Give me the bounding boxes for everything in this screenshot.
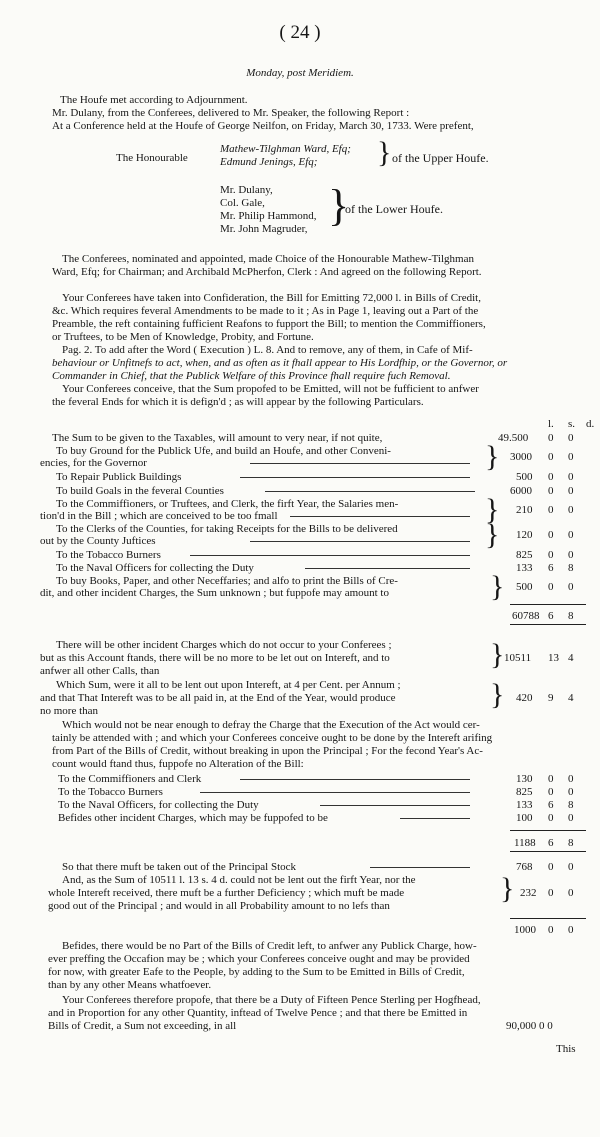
item-text: To Repair Publick Buildings	[56, 471, 182, 483]
item-shillings: 0	[548, 504, 554, 516]
sum-rule	[510, 851, 586, 852]
conferees-line: The Conferees, nominated and appointed, made Choice of the Honourable Mathew-Tilghman	[62, 253, 474, 265]
para6-line: whole Intereft received, there muft be a further Deficiency ; which muft be made	[48, 887, 405, 899]
report-line: Your Conferees conceive, that the Sum propofed to be Emitted, will not be fufficient to anfwer	[62, 383, 479, 395]
item-shillings: 0	[548, 485, 554, 497]
para7-line: ever preffing the Occafion may be ; which your Conferees conceive ought and may be provided	[48, 953, 470, 965]
item2-pence: 0	[568, 812, 574, 824]
total-pence: 8	[568, 610, 574, 622]
item-pounds: 133	[516, 562, 533, 574]
para6-pence: 0	[568, 887, 574, 899]
para5-pounds: 768	[516, 861, 533, 873]
upper-member: Mathew-Tilghman Ward, Efq;	[220, 143, 351, 155]
para5-shillings: 0	[548, 861, 554, 873]
report-line: &c. Which requires feveral Amendments to be made to it ; As in Page 1, leaving out a Part of the	[52, 305, 479, 317]
item-pounds: 500	[516, 471, 533, 483]
leader-rule	[250, 541, 470, 542]
item-text: out by the County Juftices	[40, 535, 156, 547]
item2-shillings: 0	[548, 786, 554, 798]
para4-line: from Part of the Bills of Credit, without breaking in upon the Principal ; For the fecond Year's Ac-	[52, 745, 483, 757]
col-head-pence: d.	[586, 418, 595, 430]
item-text: The Sum to be given to the Taxables, will amount to very near, if not quite,	[52, 432, 383, 444]
report-line: Preamble, the reft containing fufficient Reafons to fupport the Bill; to mention the Commiffioners,	[52, 318, 486, 330]
item2-text: To the Tobacco Burners	[58, 786, 163, 798]
sum-rule	[510, 624, 586, 625]
item-text: tion'd in the Bill ; which are conceived to be too fmall	[40, 510, 278, 522]
leader-rule	[305, 568, 470, 569]
para4-line: Which would not be near enough to defray the Charge that the Execution of the Act would cer-	[62, 719, 480, 731]
item-pounds: 500	[516, 581, 533, 593]
leader-rule	[320, 805, 470, 806]
item2-pence: 0	[568, 773, 574, 785]
report-line: Pag. 2. To add after the Word ( Execution ) L. 8. And to remove, any of them, in Cafe of Mif-	[62, 344, 473, 356]
catchword: This	[556, 1043, 576, 1055]
item-shillings: 0	[548, 529, 554, 541]
item-pounds: 825	[516, 549, 533, 561]
item-pence: 0	[568, 451, 574, 463]
item-pounds: 49.500	[498, 432, 529, 444]
para2-pounds: 10511	[504, 652, 532, 664]
sum-rule	[510, 604, 586, 605]
sum-rule	[510, 918, 586, 919]
leader-rule	[240, 477, 470, 478]
item-text: To buy Ground for the Publick Ufe, and build an Houfe, and other Conveni-	[56, 445, 391, 457]
item-text: To the Tobacco Burners	[56, 549, 161, 561]
item-brace: }	[485, 518, 500, 551]
para8-line: and in Proportion for any other Quantity, inftead of Twelve Pence ; and that there be Emitted in	[48, 1007, 468, 1019]
para6-line: And, as the Sum of 10511 l. 13 s. 4 d. could not be lent out the firft Year, nor the	[62, 874, 416, 886]
para3-line: and that That Intereft was to be all paid in, at the End of the Year, would produce	[40, 692, 396, 704]
conferees-line: Ward, Efq; for Chairman; and Archibald McPherfon, Clerk : And agreed on the following Report.	[52, 266, 482, 278]
item-pence: 0	[568, 432, 574, 444]
leader-rule	[400, 818, 470, 819]
sum-rule	[510, 830, 586, 831]
para4-line: count would ftand thus, fuppofe no Alteration of the Bill:	[52, 758, 304, 770]
upper-brace: }	[377, 136, 392, 169]
item2-shillings: 0	[548, 773, 554, 785]
intro-line: At a Conference held at the Houfe of George Neilfon, on Friday, March 30, 1733. Were prefent,	[52, 120, 474, 132]
item-shillings: 0	[548, 451, 554, 463]
para2-shillings: 13	[548, 652, 559, 664]
para6-shillings: 0	[548, 887, 554, 899]
para7-line: for now, with greater Eafe to the People, by adding to the Sum to be Emitted in Bills of Credit,	[48, 966, 465, 978]
item-pence: 0	[568, 581, 574, 593]
para4-line: tainly be attended with ; and which your Conferees conceive ought to be done by the Intereft arifing	[52, 732, 493, 744]
item2-pence: 8	[568, 799, 574, 811]
upper-house-label: of the Upper Houfe.	[392, 151, 489, 165]
item2-pounds: 133	[516, 799, 533, 811]
para6-brace: }	[500, 872, 515, 905]
para2-line: There will be other incident Charges which do not occur to your Conferees ;	[56, 639, 392, 651]
intro-line: Mr. Dulany, from the Conferees, delivered to Mr. Speaker, the following Report :	[52, 107, 410, 119]
para2-line: but as this Account ftands, there will be no more to be let out on Intereft, and to	[40, 652, 390, 664]
para6-pounds: 232	[520, 887, 537, 899]
item-pence: 0	[568, 504, 574, 516]
item-text: dit, and other incident Charges, the Sum unknown ; but fuppofe may amount to	[40, 587, 389, 599]
col-head-pounds: l.	[548, 418, 554, 430]
para8-amount: 90,000 0 0	[506, 1020, 553, 1032]
item-text: To the Naval Officers for collecting the Duty	[56, 562, 254, 574]
leader-rule	[290, 516, 470, 517]
para2-brace: }	[490, 638, 505, 671]
item-brace: }	[485, 440, 500, 473]
total-pounds: 1188	[514, 837, 536, 849]
item-text: To buy Books, Paper, and other Neceffaries; and alfo to print the Bills of Cre-	[56, 575, 398, 587]
para5-pence: 0	[568, 861, 574, 873]
para3-line: Which Sum, were it all to be lent out upon Intereft, at 4 per Cent. per Annum ;	[56, 679, 401, 691]
para3-pounds: 420	[516, 692, 533, 704]
item-text: To build Goals in the feveral Counties	[56, 485, 224, 497]
leader-rule	[240, 779, 470, 780]
lower-member: Mr. John Magruder,	[220, 223, 308, 235]
item-shillings: 6	[548, 562, 554, 574]
total-shillings: 0	[548, 924, 554, 936]
para7-line: Befides, there would be no Part of the Bills of Credit left, to anfwer any Publick Charge, how-	[62, 940, 477, 952]
session-heading: Monday, post Meridiem.	[246, 67, 354, 79]
item-text: To the Clerks of the Counties, for taking Receipts for the Bills to be delivered	[56, 523, 398, 535]
item-shillings: 0	[548, 549, 554, 561]
para8-line: Your Conferees therefore propofe, that there be a Duty of Fifteen Pence Sterling per Hogfhead,	[62, 994, 481, 1006]
total-pence: 0	[568, 924, 574, 936]
item2-shillings: 0	[548, 812, 554, 824]
para3-shillings: 9	[548, 692, 554, 704]
item2-pounds: 100	[516, 812, 533, 824]
item-pounds: 3000	[510, 451, 532, 463]
lower-house-label: of the Lower Houfe.	[345, 202, 443, 216]
honourable-label: The Honourable	[116, 152, 188, 164]
item-pounds: 210	[516, 504, 533, 516]
report-line: behaviour or Unfitnefs to act, when, and as often as it fhall appear to His Lordfhip, or the Governor, or	[52, 357, 508, 369]
intro-line: The Houfe met according to Adjournment.	[60, 94, 248, 106]
item2-text: To the Commiffioners and Clerk	[58, 773, 202, 785]
item-pence: 0	[568, 485, 574, 497]
para6-line: good out of the Principal ; and would in all Probability amount to no lefs than	[48, 900, 390, 912]
item2-text: Befides other incident Charges, which may be fuppofed to be	[58, 812, 328, 824]
item2-pounds: 130	[516, 773, 533, 785]
page-number: ( 24 )	[279, 22, 321, 43]
para7-line: than by any other Means whatfoever.	[48, 979, 212, 991]
item-pence: 0	[568, 549, 574, 561]
item-pence: 0	[568, 471, 574, 483]
item-pounds: 6000	[510, 485, 532, 497]
col-head-shillings: s.	[568, 418, 576, 430]
total-shillings: 6	[548, 837, 554, 849]
item-pounds: 120	[516, 529, 533, 541]
para3-brace: }	[490, 678, 505, 711]
report-line: Commander in Chief, that the Publick Welfare of this Province fhall require fuch Removal.	[52, 370, 451, 382]
item2-text: To the Naval Officers, for collecting the Duty	[58, 799, 259, 811]
leader-rule	[370, 867, 470, 868]
total-shillings: 6	[548, 610, 554, 622]
lower-member: Mr. Dulany,	[220, 184, 273, 196]
total-pounds: 1000	[514, 924, 536, 936]
report-line: Your Conferees have taken into Confideration, the Bill for Emitting 72,000 l. in Bills of Credit,	[62, 292, 481, 304]
upper-member: Edmund Jenings, Efq;	[220, 156, 318, 168]
item-shillings: 0	[548, 581, 554, 593]
lower-brace: }	[328, 181, 350, 230]
total-pounds: 60788	[512, 610, 540, 622]
para3-pence: 4	[568, 692, 574, 704]
lower-member: Col. Gale,	[220, 197, 265, 209]
item-shillings: 0	[548, 471, 554, 483]
para5-line: So that there muft be taken out of the Principal Stock	[62, 861, 297, 873]
item-shillings: 0	[548, 432, 554, 444]
para8-line: Bills of Credit, a Sum not exceeding, in all	[48, 1020, 237, 1032]
item2-shillings: 6	[548, 799, 554, 811]
leader-rule	[190, 555, 470, 556]
item-brace: }	[485, 493, 500, 526]
total-pence: 8	[568, 837, 574, 849]
lower-member: Mr. Philip Hammond,	[220, 210, 317, 222]
report-line: the feveral Ends for which it is defign'd ; as will appear by the following Particulars.	[52, 396, 424, 408]
leader-rule	[265, 491, 475, 492]
report-line: or Truftees, to be Men of Knowledge, Probity, and Fortune.	[52, 331, 314, 343]
leader-rule	[200, 792, 470, 793]
item-pence: 0	[568, 529, 574, 541]
item-text: encies, for the Governor	[40, 457, 147, 469]
leader-rule	[250, 463, 470, 464]
item-text: To the Commiffioners, or Truftees, and Clerk, the firft Year, the Salaries men-	[56, 498, 399, 510]
para2-line: anfwer all other Calls, than	[40, 665, 160, 677]
para3-line: no more than	[40, 705, 99, 717]
item2-pounds: 825	[516, 786, 533, 798]
item-brace: }	[490, 570, 505, 603]
para2-pence: 4	[568, 652, 574, 664]
item-pence: 8	[568, 562, 574, 574]
item2-pence: 0	[568, 786, 574, 798]
